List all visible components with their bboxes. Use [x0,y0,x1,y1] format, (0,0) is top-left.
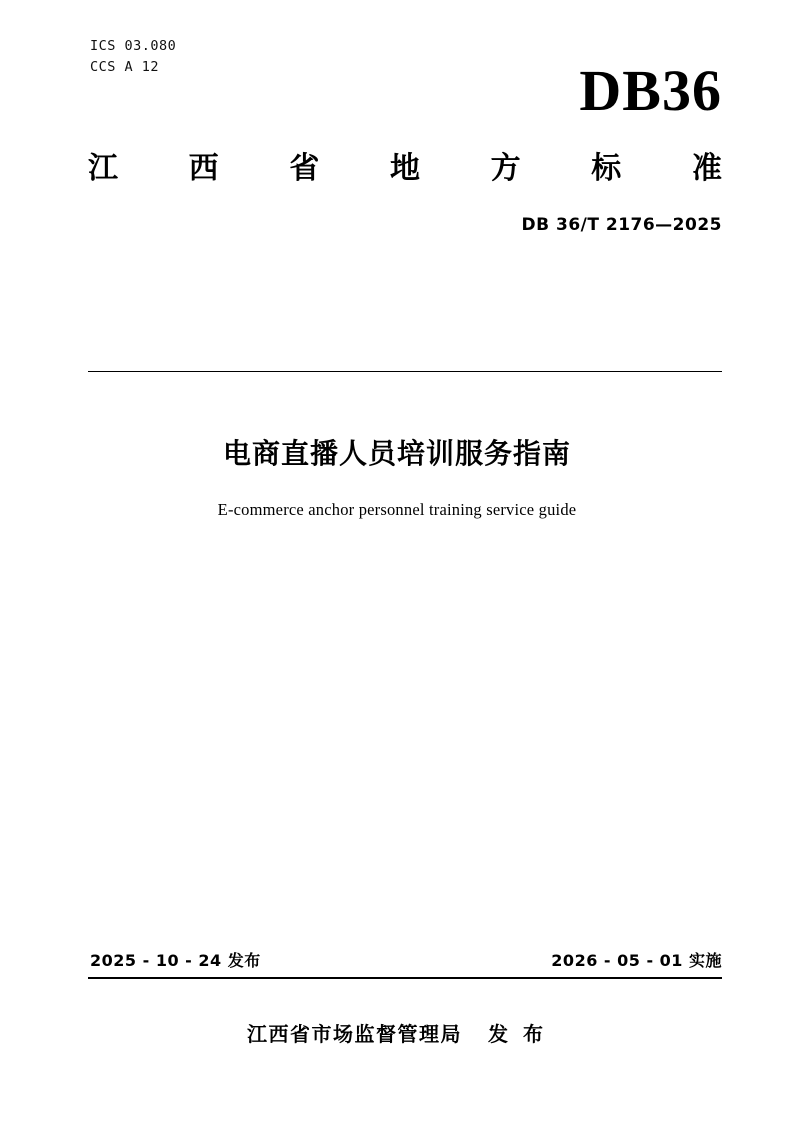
divider-top [88,371,722,372]
publisher-name: 江西省市场监督管理局 [247,1022,463,1046]
classification-block [90,36,176,78]
db36-logo: DB36 [579,58,722,123]
ccs-code: CCS A 12 [90,58,160,75]
province-char-2: 西 [188,151,219,186]
effective-date: 2026 - 05 - 01 实施 [551,951,722,970]
province-char-1: 江 [88,151,118,186]
document-title-english: E-commerce anchor personnel training service guide [217,500,577,519]
province-char-6: 标 [591,151,622,186]
province-char-3: 省 [289,151,320,186]
province-char-7: 准 [691,151,722,186]
province-standard-title [88,143,722,187]
publisher-line [0,1018,794,1047]
standard-number: DB 36/T 2176—2025 [521,215,722,235]
issue-date: 2025 - 10 - 24 发布 [90,951,261,970]
province-char-4: 地 [389,151,420,186]
divider-bottom [88,977,722,979]
ics-code: ICS 03.080 [90,38,177,54]
document-title-chinese: 电商直播人员培训服务指南 [222,437,571,470]
publish-word: 发 布 [488,1022,547,1046]
province-char-5: 方 [490,151,521,186]
